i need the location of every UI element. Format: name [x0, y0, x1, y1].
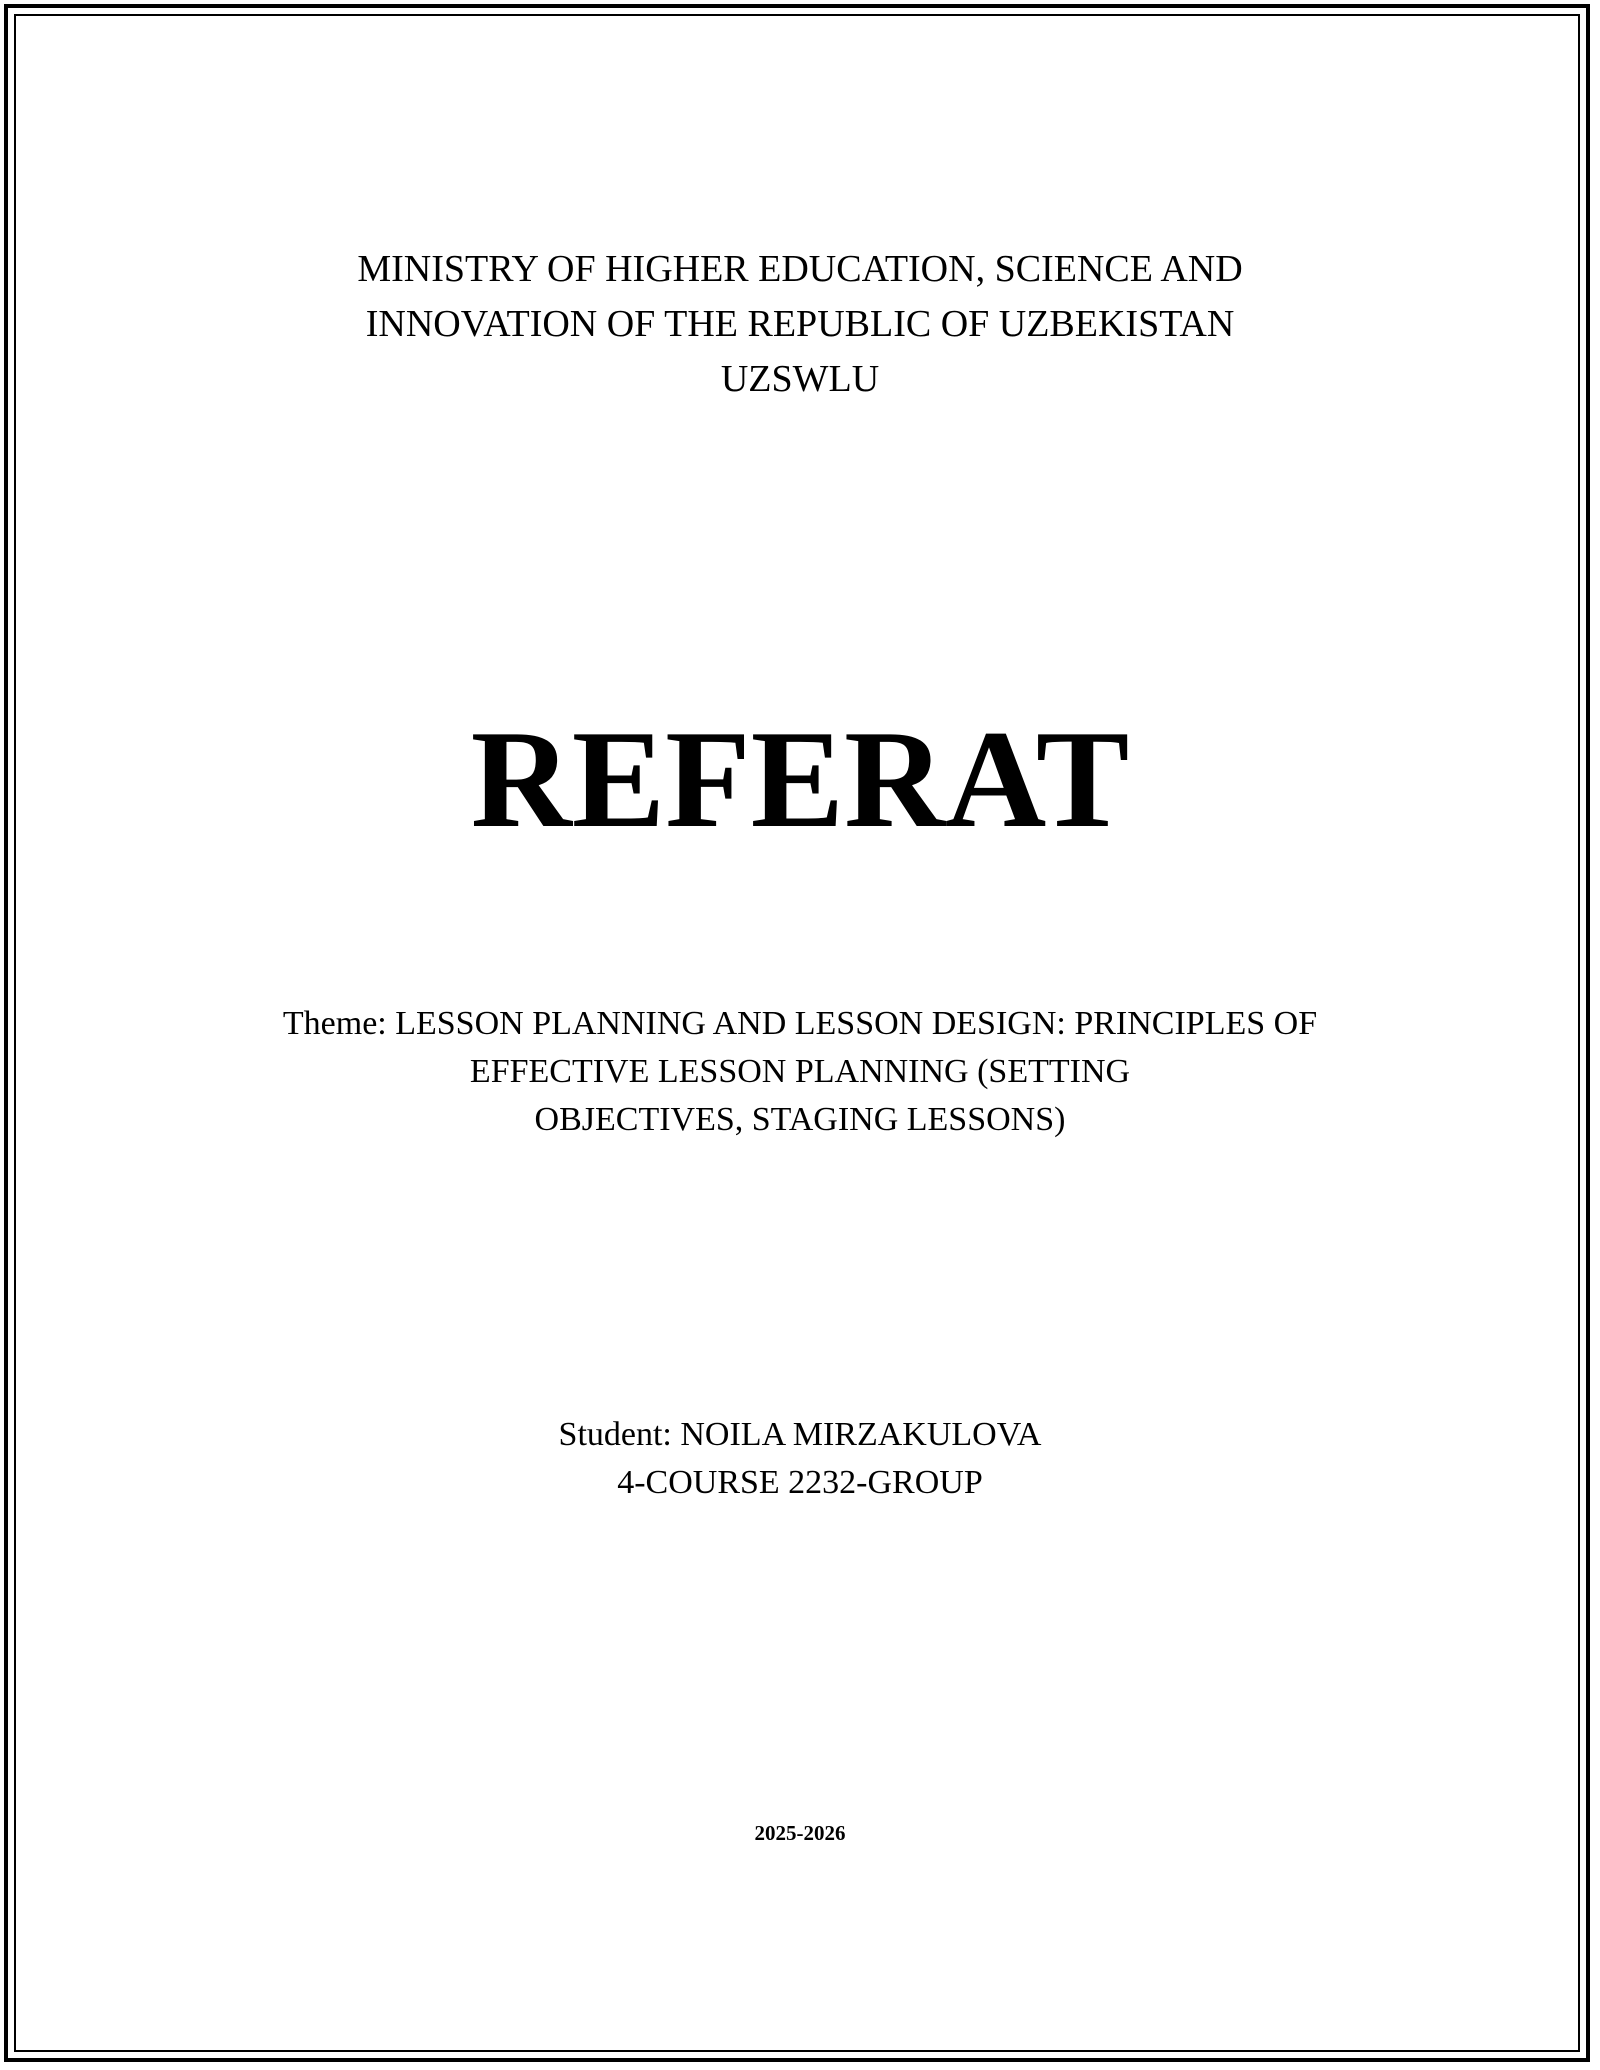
ministry-header	[0, 242, 1600, 407]
theme-block	[0, 1000, 1600, 1144]
student-group: 4-COURSE 2232-GROUP	[617, 1464, 983, 1501]
ministry-line-1: MINISTRY OF HIGHER EDUCATION, SCIENCE AND	[357, 248, 1243, 290]
student-block	[0, 1411, 1600, 1507]
theme-line-3: OBJECTIVES, STAGING LESSONS)	[534, 1101, 1066, 1138]
document-title: REFERAT	[470, 702, 1130, 857]
academic-year: 2025-2026	[754, 1821, 846, 1845]
student-name: Student: NOILA MIRZAKULOVA	[558, 1416, 1042, 1453]
theme-line-1: Theme: LESSON PLANNING AND LESSON DESIGN: PRINCIPLES OF	[282, 1005, 1318, 1042]
ministry-line-2: INNOVATION OF THE REPUBLIC OF UZBEKISTAN	[365, 303, 1235, 345]
theme-line-2: EFFECTIVE LESSON PLANNING (SETTING	[469, 1053, 1131, 1090]
university-name: UZSWLU	[720, 358, 880, 400]
